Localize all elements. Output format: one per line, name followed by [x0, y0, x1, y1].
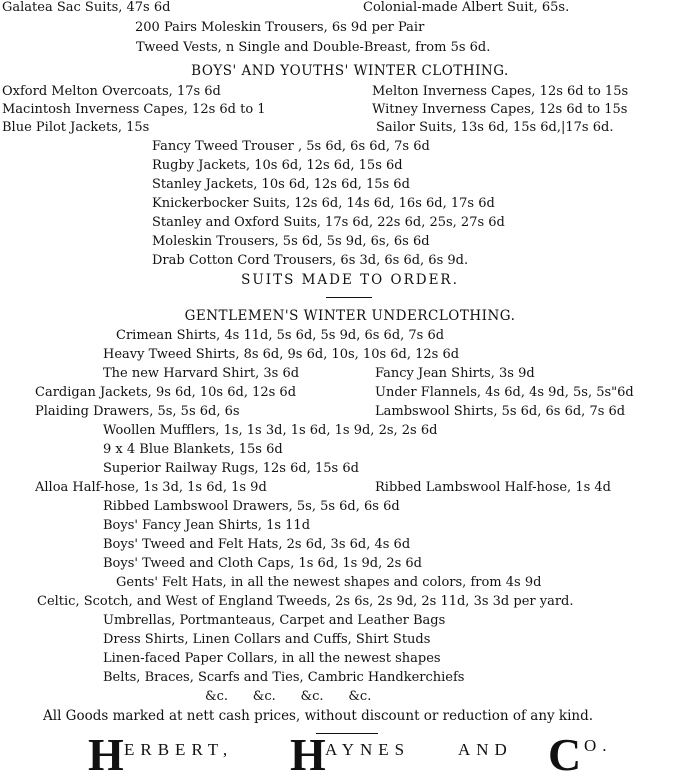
firm-initial-c: C: [548, 729, 582, 780]
boys-heading: BOYS' AND YOUTHS' WINTER CLOTHING.: [191, 63, 509, 79]
gents-line-mufflers: Woollen Mufflers, 1s, 1s 3d, 1s 6d, 1s 9d, 2s, 2s 6d: [103, 423, 438, 438]
gents-line-alloa: Alloa Half-hose, 1s 3d, 1s 6d, 1s 9d: [35, 480, 267, 495]
firm-word-herbert: ERBERT,: [124, 740, 234, 759]
boys-center-line: Moleskin Trousers, 5s 6d, 5s 9d, 6s, 6s 6d: [152, 234, 430, 249]
gents-line-paper: Linen-faced Paper Collars, in all the newest shapes: [103, 651, 441, 666]
section-divider: [326, 297, 372, 298]
gents-line-umbrellas: Umbrellas, Portmanteaus, Carpet and Leather Bags: [103, 613, 446, 628]
gents-line-ribbed-half: Ribbed Lambswool Half-hose, 1s 4d: [375, 480, 611, 495]
boys-left-line: Macintosh Inverness Capes, 12s 6d to 1: [2, 102, 266, 117]
firm-word-and: AND: [458, 740, 513, 759]
boys-center-line: Rugby Jackets, 10s 6d, 12s 6d, 15s 6d: [152, 158, 403, 173]
firm-initial-h2: H: [290, 729, 326, 780]
galatea-line: Galatea Sac Suits, 47s 6d: [2, 0, 171, 15]
boys-center-line: Stanley Jackets, 10s 6d, 12s 6d, 15s 6d: [152, 177, 410, 192]
firm-name: [0, 728, 700, 780]
gents-line-lambswool: Lambswool Shirts, 5s 6d, 6s 6d, 7s 6d: [375, 404, 626, 419]
gents-line-cardigan: Cardigan Jackets, 9s 6d, 10s 6d, 12s 6d: [35, 385, 297, 400]
boys-left-line: Oxford Melton Overcoats, 17s 6d: [2, 84, 221, 99]
suits-made-heading: SUITS MADE TO ORDER.: [241, 272, 459, 288]
gents-line-crimean: Crimean Shirts, 4s 11d, 5s 6d, 5s 9d, 6s 6d, 7s 6d: [116, 328, 445, 343]
gents-line-belts: Belts, Braces, Scarfs and Ties, Cambric Handkerchiefs: [103, 670, 465, 685]
all-goods-line: All Goods marked at nett cash prices, without discount or reduction of any kind.: [43, 708, 594, 724]
gents-line-ribbed-drawers: Ribbed Lambswool Drawers, 5s, 5s 6d, 6s 6d: [103, 499, 400, 514]
colonial-line: Colonial-made Albert Suit, 65s.: [363, 0, 570, 15]
boys-center-line: Knickerbocker Suits, 12s 6d, 14s 6d, 16s 6d, 17s 6d: [152, 196, 495, 211]
firm-word-haynes: AYNES: [325, 740, 411, 759]
boys-right-line: Witney Inverness Capes, 12s 6d to 15s: [372, 102, 628, 117]
firm-initial-h: H: [88, 729, 124, 780]
gents-heading: GENTLEMEN'S WINTER UNDERCLOTHING.: [184, 308, 516, 324]
boys-center-line: Fancy Tweed Trouser , 5s 6d, 6s 6d, 7s 6d: [152, 139, 430, 154]
gents-line-celtic: Celtic, Scotch, and West of England Tweeds, 2s 6s, 2s 9d, 2s 11d, 3s 3d per yard.: [37, 594, 574, 609]
gents-line-plaiding: Plaiding Drawers, 5s, 5s 6d, 6s: [35, 404, 240, 419]
gents-line-felt-hats: Gents' Felt Hats, in all the newest shapes and colors, from 4s 9d: [116, 575, 542, 590]
boys-right-line: Sailor Suits, 13s 6d, 15s 6d,|17s 6d.: [376, 120, 614, 135]
gents-line-blankets: 9 x 4 Blue Blankets, 15s 6d: [103, 442, 283, 457]
gents-line-dress: Dress Shirts, Linen Collars and Cuffs, Shirt Studs: [103, 632, 431, 647]
boys-left-line: Blue Pilot Jackets, 15s: [2, 120, 150, 135]
boys-right-line: Melton Inverness Capes, 12s 6d to 15s: [372, 84, 629, 99]
gents-line-etc: &c. &c. &c. &c.: [205, 689, 372, 704]
gents-line-boys-caps: Boys' Tweed and Cloth Caps, 1s 6d, 1s 9d, 2s 6d: [103, 556, 423, 571]
gents-line-rugs: Superior Railway Rugs, 12s 6d, 15s 6d: [103, 461, 359, 476]
firm-word-o: O.: [584, 736, 613, 755]
gents-line-fancy-jean: Fancy Jean Shirts, 3s 9d: [375, 366, 535, 381]
boys-center-line: Stanley and Oxford Suits, 17s 6d, 22s 6d, 25s, 27s 6d: [152, 215, 505, 230]
gents-line-harvard: The new Harvard Shirt, 3s 6d: [103, 366, 300, 381]
moleskin-line: 200 Pairs Moleskin Trousers, 6s 9d per Pair: [135, 20, 425, 35]
vests-line: Tweed Vests, n Single and Double-Breast, from 5s 6d.: [136, 40, 491, 55]
boys-center-line: Drab Cotton Cord Trousers, 6s 3d, 6s 6d, 6s 9d.: [152, 253, 469, 268]
gents-line-flannels: Under Flannels, 4s 6d, 4s 9d, 5s, 5s"6d: [375, 385, 634, 400]
gents-line-heavy: Heavy Tweed Shirts, 8s 6d, 9s 6d, 10s, 10s 6d, 12s 6d: [103, 347, 460, 362]
gents-line-boys-jean: Boys' Fancy Jean Shirts, 1s 11d: [103, 518, 311, 533]
gents-line-boys-hats: Boys' Tweed and Felt Hats, 2s 6d, 3s 6d, 4s 6d: [103, 537, 411, 552]
